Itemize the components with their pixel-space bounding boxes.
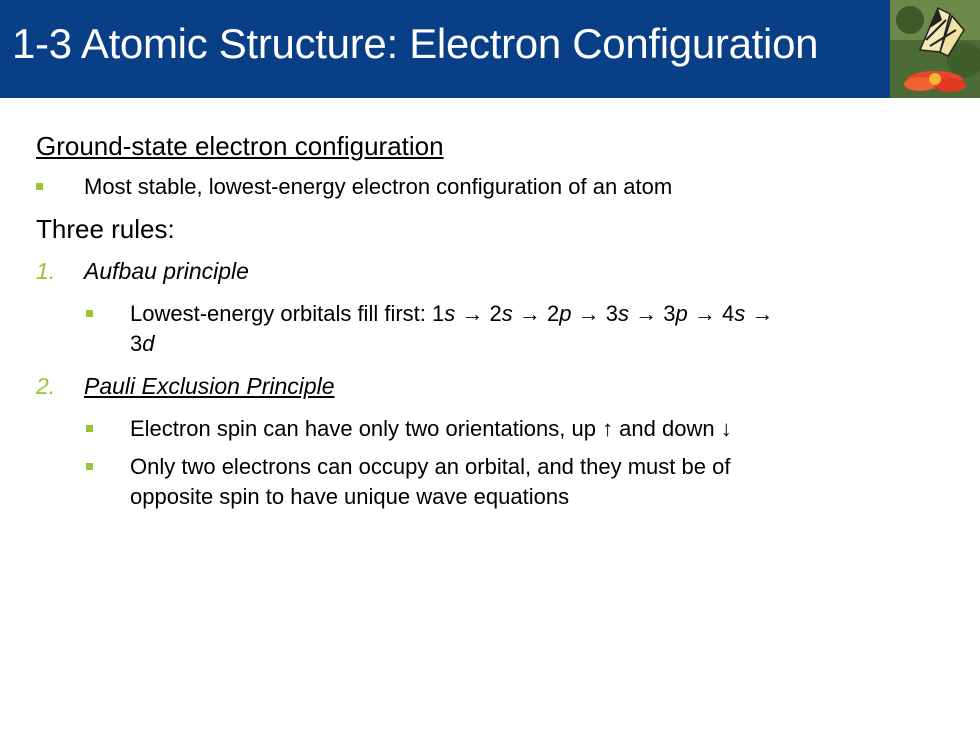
pauli-bullet-spin [130, 416, 732, 442]
rule-number-2: 2. [36, 373, 56, 399]
pauli-spin-text: Electron spin can have only two orientations, up [130, 416, 603, 441]
three-rules-label: Three rules: [36, 214, 175, 244]
rule-pauli-label: Pauli Exclusion Principle [84, 373, 335, 399]
bullet-icon [86, 463, 93, 470]
orbital-number: 4 [722, 301, 735, 326]
up-arrow-icon: ↑ [602, 416, 614, 441]
orbital-letter: s [734, 301, 746, 326]
right-arrow-icon: → [751, 301, 774, 326]
orbital-letter: p [675, 301, 688, 326]
right-arrow-icon: → [577, 301, 600, 326]
right-arrow-icon: → [518, 301, 541, 326]
orbital-number: 2 [489, 301, 502, 326]
right-arrow-icon: → [635, 301, 658, 326]
orbital-number: 3 [130, 331, 143, 356]
orbital-number: 2 [547, 301, 560, 326]
orbital-letter: s [618, 301, 629, 326]
bullet-icon [86, 310, 93, 317]
slide-title: 1-3 Atomic Structure: Electron Configuration [12, 20, 819, 67]
right-arrow-icon: → [461, 301, 484, 326]
orbital-letter: s [444, 301, 456, 326]
aufbau-line-2 [130, 331, 155, 357]
section-heading: Ground-state electron configuration [36, 131, 444, 161]
aufbau-line-1 [130, 301, 773, 327]
right-arrow-icon: → [693, 301, 716, 326]
orbital-number: 3 [605, 301, 618, 326]
rule-number-1: 1. [36, 258, 56, 284]
pauli-bullet-occupy-line1: Only two electrons can occupy an orbital, and they must be of [130, 454, 731, 479]
rule-aufbau-label: Aufbau principle [84, 258, 249, 284]
orbital-letter: p [559, 301, 572, 326]
bullet-text-ground-state: Most stable, lowest-energy electron configuration of an atom [84, 174, 673, 199]
orbital-letter: d [142, 331, 155, 356]
aufbau-prefix: Lowest-energy orbitals fill first: [130, 301, 432, 326]
pauli-bullet-occupy-line2: opposite spin to have unique wave equations [130, 484, 570, 509]
bullet-icon [86, 425, 93, 432]
bullet-icon [36, 183, 43, 190]
orbital-number: 3 [663, 301, 676, 326]
pauli-spin-mid: and down [613, 416, 721, 441]
down-arrow-icon: ↓ [720, 416, 732, 441]
orbital-letter: s [501, 301, 513, 326]
orbital-number: 1 [432, 301, 445, 326]
